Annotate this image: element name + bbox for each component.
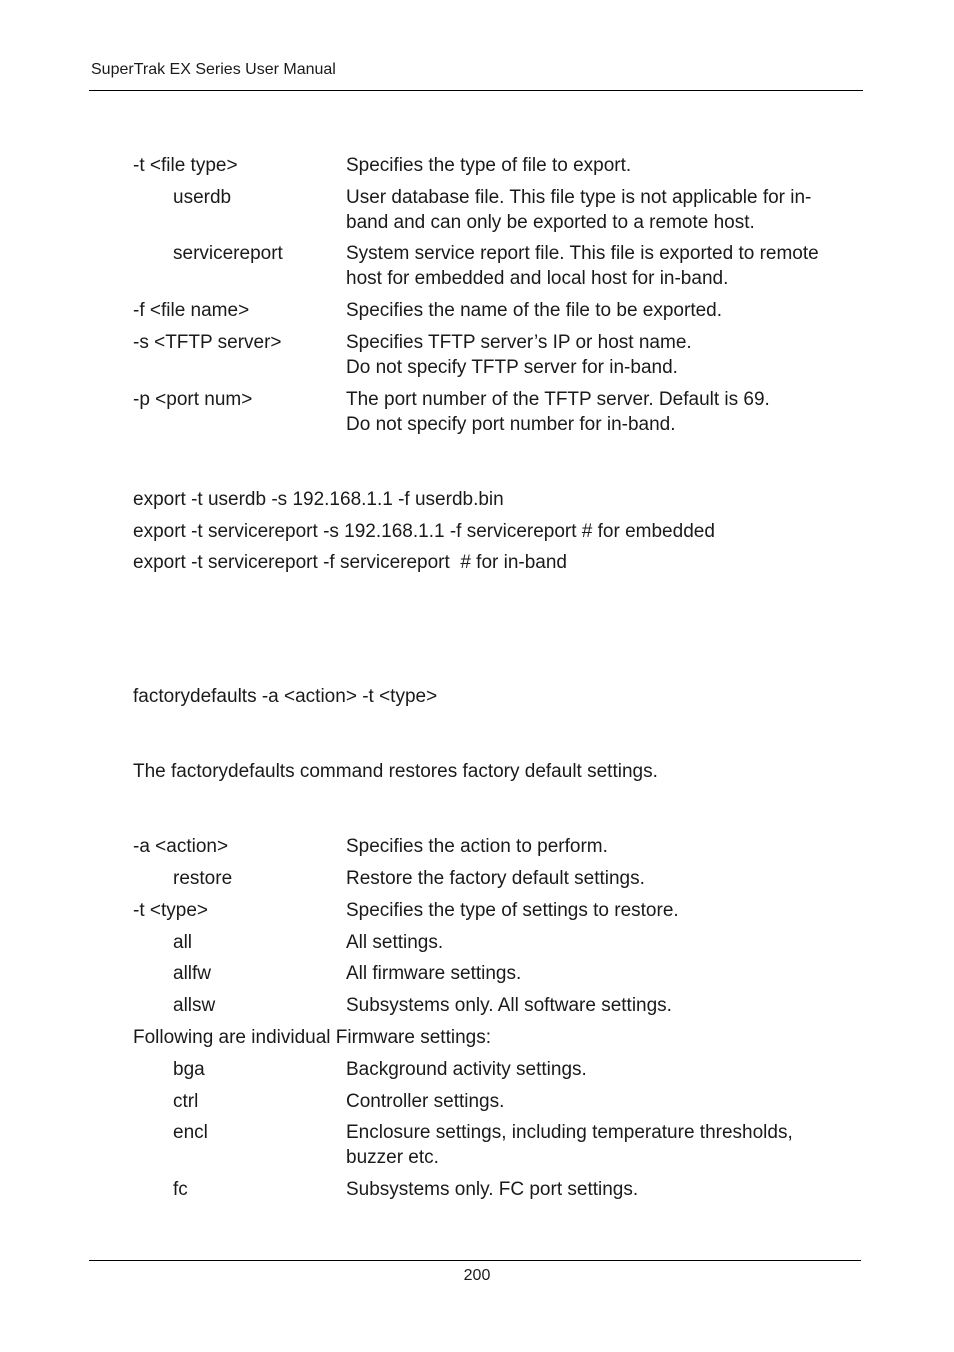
- option-desc: Restore the factory default settings.: [346, 868, 645, 889]
- firmware-heading: Following are individual Firmware settings:: [133, 1027, 491, 1048]
- option-desc: System service report file. This file is exported to remote host for embedded and local host for in-band.: [346, 243, 819, 289]
- option-term: restore: [173, 868, 233, 889]
- example-line: export -t userdb -s 192.168.1.1 -f userdb.bin: [133, 489, 504, 510]
- option-desc: Specifies TFTP server’s IP or host name. Do not specify TFTP server for in-band.: [346, 332, 692, 378]
- footer-divider: [89, 1260, 861, 1261]
- option-desc: Specifies the type of file to export.: [346, 155, 632, 176]
- header-divider: [89, 90, 863, 91]
- option-desc: All settings.: [346, 932, 444, 953]
- factorydefaults-usage: factorydefaults -a <action> -t <type>: [133, 686, 438, 707]
- option-desc: Specifies the name of the file to be exported.: [346, 300, 723, 321]
- option-term: fc: [173, 1179, 188, 1200]
- option-term: bga: [173, 1059, 205, 1080]
- option-desc: Specifies the type of settings to restore.: [346, 900, 679, 921]
- option-term: ctrl: [173, 1091, 199, 1112]
- factorydefaults-summary: The factorydefaults command restores factory default settings.: [133, 761, 658, 782]
- option-desc: The port number of the TFTP server. Default is 69. Do not specify port number for in-band.: [346, 389, 770, 435]
- option-desc: Subsystems only. FC port settings.: [346, 1179, 639, 1200]
- option-desc: Controller settings.: [346, 1091, 505, 1112]
- page-number: 200: [463, 1267, 491, 1284]
- example-line: export -t servicereport -f servicereport # for in-band: [133, 552, 568, 573]
- option-term: -t <file type>: [133, 155, 238, 176]
- option-desc: Specifies the action to perform.: [346, 836, 608, 857]
- option-term: -s <TFTP server>: [133, 332, 282, 353]
- option-term: allsw: [173, 995, 216, 1016]
- option-term: encl: [173, 1122, 208, 1143]
- option-desc: Subsystems only. All software settings.: [346, 995, 672, 1016]
- option-term: -t <type>: [133, 900, 208, 921]
- option-term: userdb: [173, 187, 232, 208]
- manual-title: SuperTrak EX Series User Manual: [91, 61, 336, 78]
- option-term: all: [173, 932, 193, 953]
- option-term: -a <action>: [133, 836, 229, 857]
- option-term: -p <port num>: [133, 389, 253, 410]
- option-term: servicereport: [173, 243, 283, 264]
- option-term: allfw: [173, 963, 212, 984]
- option-term: -f <file name>: [133, 300, 250, 321]
- option-desc: User database file. This file type is not applicable for in- band and can only be exported to a remote host.: [346, 187, 812, 233]
- example-line: export -t servicereport -s 192.168.1.1 -f servicereport # for embedded: [133, 521, 715, 542]
- option-desc: All firmware settings.: [346, 963, 522, 984]
- option-desc: Background activity settings.: [346, 1059, 587, 1080]
- option-desc: Enclosure settings, including temperature thresholds, buzzer etc.: [346, 1122, 793, 1168]
